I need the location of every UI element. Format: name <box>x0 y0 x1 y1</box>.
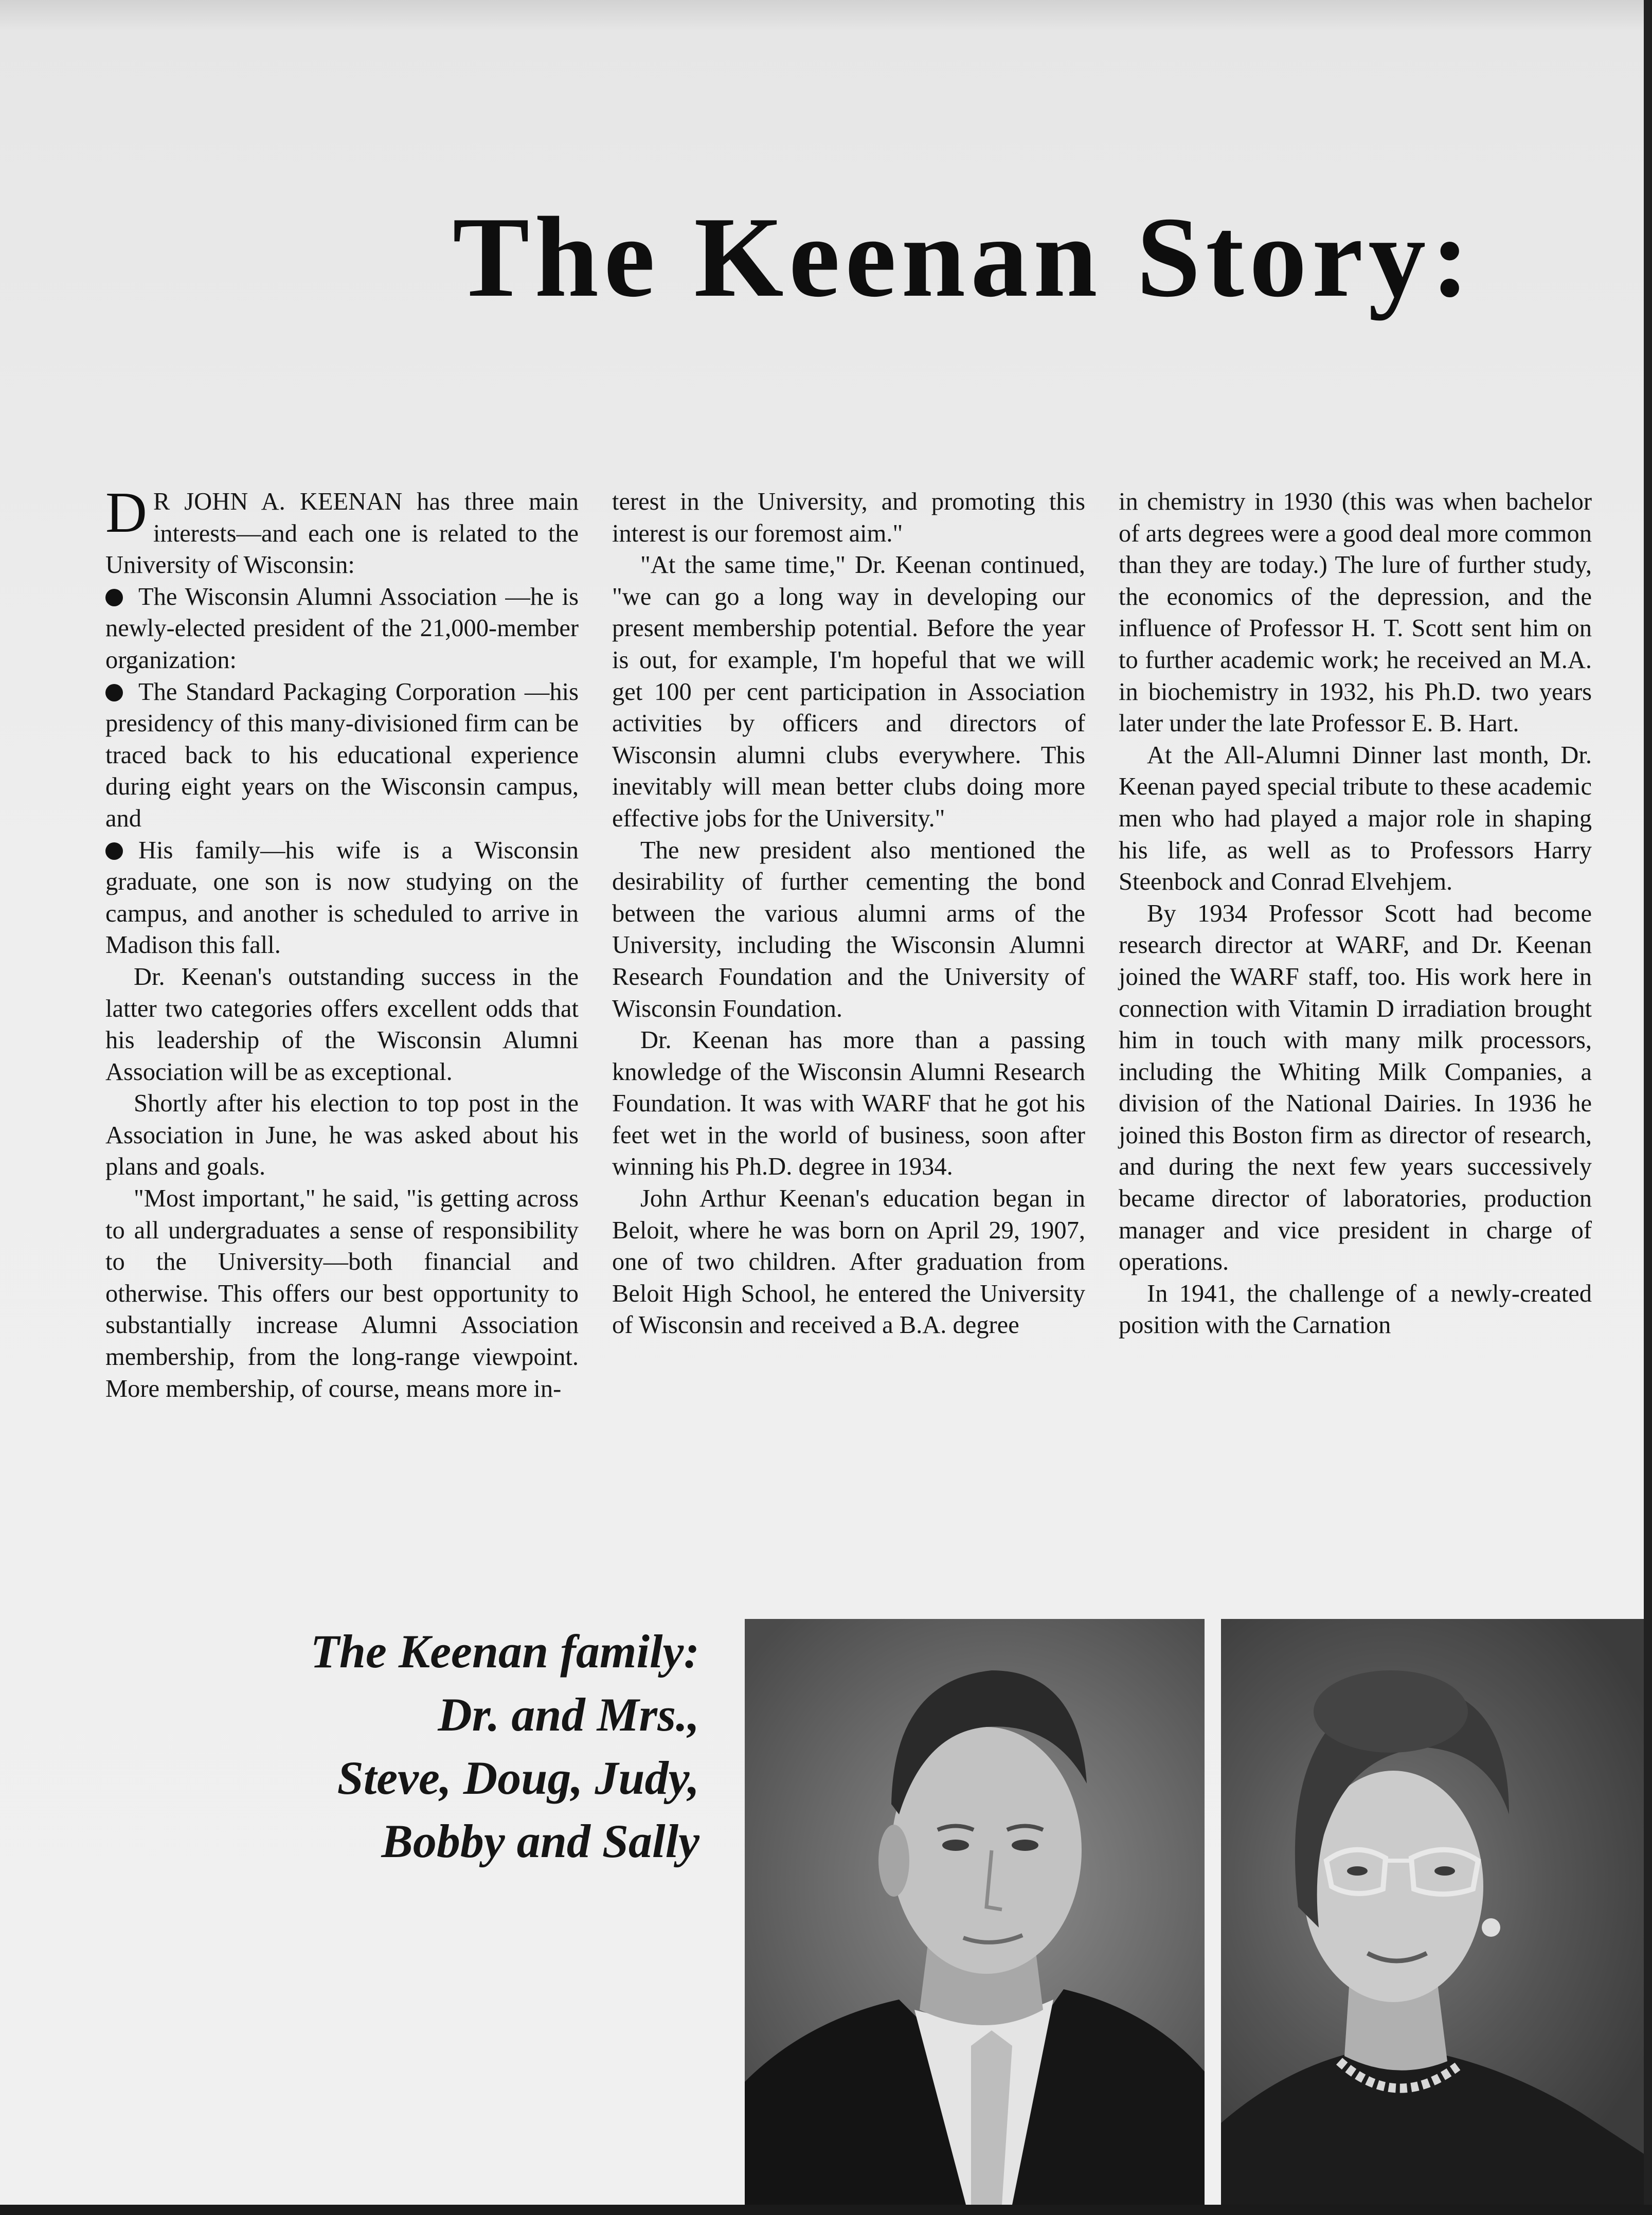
bullet-icon <box>105 589 123 606</box>
caption-line: Bobby and Sally <box>381 1815 699 1867</box>
bullet-text: The Wisconsin Alumni Association —he is newly-elected president of the 21,000-member organization: <box>105 583 579 674</box>
body-paragraph: At the All-Alumni Dinner last month, Dr. Keenan payed special tribute to these academic men who had played a major role in shaping his life, as well as to Professors Harry Steenbock and Conrad Elvehjem. <box>1119 741 1592 896</box>
body-paragraph: Dr. Keenan's outstanding success in the latter two categories offers excellent odds that his leadership of the Wisconsin Alumni Association will be as exceptional. <box>105 963 579 1086</box>
scan-border-bottom <box>0 2205 1652 2215</box>
bullet-item <box>105 835 579 961</box>
caption-line: Steve, Doug, Judy, <box>337 1752 699 1804</box>
scan-border-right <box>1644 0 1652 2215</box>
portrait-illustration <box>1221 1619 1644 2205</box>
bullet-text: The Standard Packaging Corporation —his presidency of this many-divisioned firm can be traced back to his educational experience during eight years on the Wisconsin campus, and <box>105 678 579 832</box>
portrait-illustration <box>745 1619 1205 2205</box>
body-paragraph: John Arthur Keenan's education began in Beloit, where he was born on April 29, 1907, one of two children. After graduation from Beloit High School, he entered the University of Wisconsin and received a B.A. degree <box>612 1185 1085 1339</box>
portrait-photo-mrs-keenan <box>1221 1619 1644 2205</box>
article-column-3 <box>1119 486 1592 1489</box>
body-paragraph: By 1934 Professor Scott had become research director at WARF, and Dr. Keenan joined the WARF staff, too. His work here in connection with Vitamin D irradiation brought him in touch with many milk processors, including the Whiting Milk Companies, a division of the National Dairies. In 1936 he joined this Boston firm as director of research, and during the next few years successively became director of laboratories, production manager and vice president in charge of operations. <box>1119 899 1592 1276</box>
opening-paragraph <box>105 481 579 581</box>
body-paragraph: Dr. Keenan has more than a passing knowledge of the Wisconsin Alumni Research Foundation. It was with WARF that he got his feet wet in the world of business, soon after winning his Ph.D. degree in 1934. <box>612 1027 1085 1181</box>
body-paragraph: in chemistry in 1930 (this was when bachelor of arts degrees were a good deal more common than they are today.) The lure of further study, the economics of the depression, and the influence of Professor H. T. Scott sent him on to further academic work; he received an M.A. in biochemistry in 1932, his Ph.D. two years later under the late Professor E. B. Hart. <box>1119 488 1592 737</box>
body-paragraph: terest in the University, and promoting this interest is our foremost aim." <box>612 488 1085 547</box>
article-column-1 <box>105 481 579 1489</box>
photo-caption <box>226 1620 699 1873</box>
body-paragraph: The new president also mentioned the desirability of further cementing the bond between the various alumni arms of the University, including the Wisconsin Alumni Research Foundation and the University of Wisconsin Foundation. <box>612 836 1085 1022</box>
bullet-icon <box>105 842 123 860</box>
body-paragraph: In 1941, the challenge of a newly-created position with the Carnation <box>1119 1280 1592 1339</box>
drop-cap: D <box>105 481 147 545</box>
body-paragraph: Shortly after his election to top post in the Association in June, he was asked about his plans and goals. <box>105 1090 579 1181</box>
bullet-item <box>105 581 579 676</box>
page-top-shadow <box>0 0 1652 31</box>
bullet-text: His family—his wife is a Wisconsin graduate, one son is now studying on the campus, and another is scheduled to arrive in Madison this fall. <box>105 836 579 959</box>
bullet-icon <box>105 684 123 701</box>
bullet-item <box>105 676 579 835</box>
body-paragraph: "Most important," he said, "is getting across to all undergraduates a sense of responsibility to the University—both financial and otherwise. This offers our best opportunity to substantially increase Alumni Association membership, from the long-range viewpoint. More membership, of course, means more in- <box>105 1185 579 1402</box>
article-title: The Keenan Story: <box>453 193 1475 321</box>
portrait-photo-dr-keenan <box>745 1619 1205 2205</box>
body-paragraph: "At the same time," Dr. Keenan continued, "we can go a long way in developing our present membership potential. Before the year is out, for example, I'm hopeful that we will get 100 per cent participation in Association activities by officers and directors of Wisconsin alumni clubs everywhere. This inevitably will mean better clubs doing more effective jobs for the University." <box>612 551 1085 832</box>
article-column-2 <box>612 486 1085 1489</box>
caption-line: The Keenan family: <box>310 1625 699 1678</box>
caption-line: Dr. and Mrs., <box>438 1688 699 1741</box>
opening-text: R JOHN A. KEENAN has three main interests—and each one is related to the University of Wisconsin: <box>105 488 579 579</box>
